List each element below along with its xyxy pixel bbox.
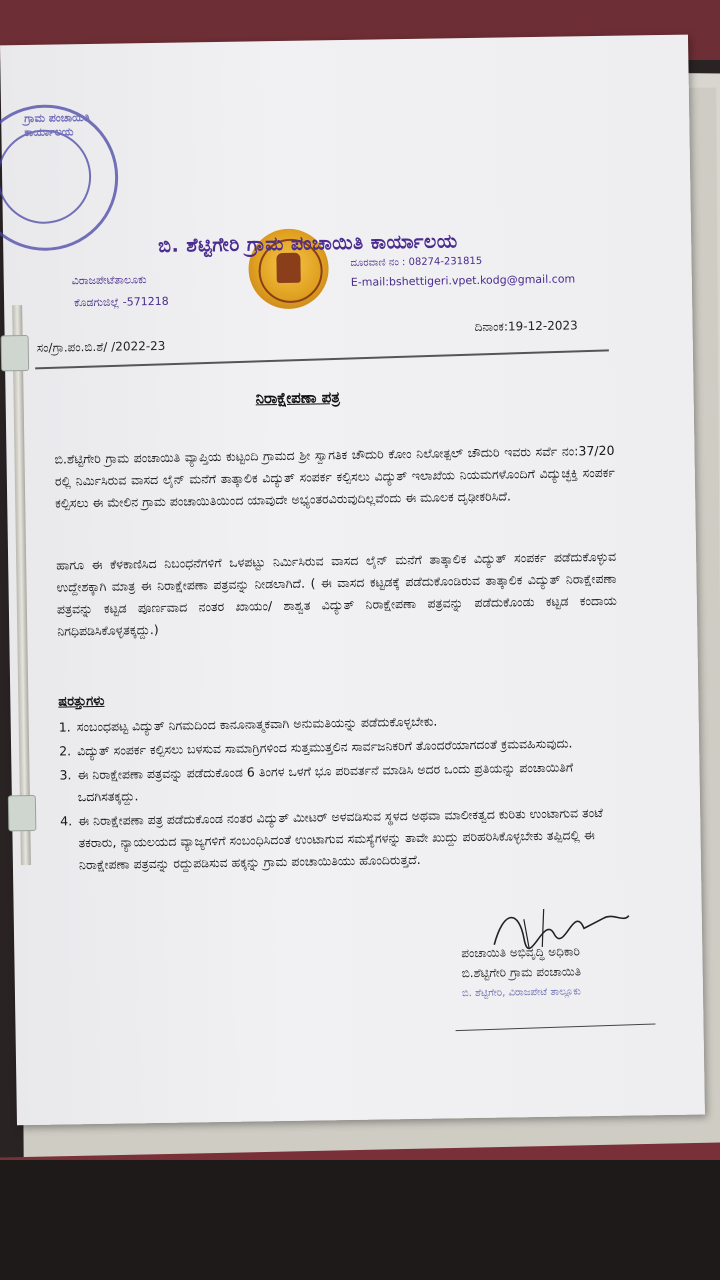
condition-number: 2. bbox=[59, 743, 72, 759]
binder-clip bbox=[8, 795, 37, 831]
condition-number: 1. bbox=[58, 719, 71, 735]
body-paragraph-1: ಬಿ.ಶೆಟ್ಟಿಗೇರಿ ಗ್ರಾಮ ಪಂಚಾಯಿತಿ ವ್ಯಾಪ್ತಿಯ ಕುಟ್ಟಂದಿ ಗ್ರಾಮದ ಶ್ರೀ ಸ್ವಾಗತಿಕ ಚೌದುರಿ ಕೋಂ ನಿಲೋತ್ಪಲ್ ಚೌದುರಿ ಇವರು ಸರ್ವೆ ನಂ:37/20 ರಲ್ಲಿ ನಿರ್ಮಿಸಿರುವ ವಾಸದ ಲೈನ್ ಮನೆಗೆ ತಾತ್ಕಾಲಿಕ ವಿದ್ಯುತ್ ಸಂಪರ್ಕ ಕಲ್ಪಿಸಲು ವಿದ್ಯುತ್ ಇಲಾಖೆಯ ನಿಯಮಗಳೊಂದಿಗೆ ವಿದ್ಯುಚ್ಛಕ್ತಿ ಸಂಪರ್ಕ ಕಲ್ಪಿಸಲು ಈ ಮೇಲಿನ ಗ್ರಾಮ ಪಂಚಾಯಿತಿಯಿಂದ ಯಾವುದೇ ಅಭ್ಯಂತರವಿರುವುದಿಲ್ಲವೆಂದು ಈ ಮೂಲಕ ದೃಢೀಕರಿಸಿದೆ. bbox=[54, 442, 615, 511]
condition-text: ಈ ನಿರಾಕ್ಷೇಪಣಾ ಪತ್ರ ಪಡೆದುಕೊಂಡ ನಂತರ ವಿದ್ಯುತ್ ಮೀಟರ್ ಅಳವಡಿಸುವ ಸ್ಥಳದ ಅಥವಾ ಮಾಲೀಕತ್ವದ ಕುರಿತು ಉಂಟಾಗುವ ತಂಟೆ ತಕರಾರು, ನ್ಯಾಯಲಯದ ವ್ಯಾಜ್ಯಗಳಿಗೆ ಸಂಬಂಧಿಸಿದಂತೆ ಉಂಟಾಗುವ ಸಮಸ್ಯೆಗಳನ್ನು ತಾವೇ ಖುದ್ದು ಪರಿಹರಿಸಿಕೊಳ್ಳಬೇಕು ತಪ್ಪಿದಲ್ಲಿ ಈ ನಿರಾಕ್ಷೇಪಣಾ ಪತ್ರವನ್ನು ರದ್ದುಪಡಿಸುವ ಹಕ್ಕನ್ನು ಗ್ರಾಮ ಪಂಚಾಯಿತಿಯು ಹೊಂದಿರುತ್ತದೆ. bbox=[78, 805, 603, 873]
signatory-stamp-line: ಬಿ. ಶೆಟ್ಟಿಗೇರಿ, ವಿರಾಜಪೇಟೆ ತಾಲ್ಲೂಕು bbox=[461, 986, 581, 1000]
body-paragraph-2: ಹಾಗೂ ಈ ಕೆಳಕಾಣಿಸಿದ ನಿಬಂಧನೆಗಳಿಗೆ ಒಳಪಟ್ಟು ನಿರ್ಮಿಸಿರುವ ವಾಸದ ಲೈನ್ ಮನೆಗೆ ತಾತ್ಕಾಲಿಕ ವಿದ್ಯುತ್ ಸಂಪರ್ಕ ಪಡೆದುಕೊಳ್ಳುವ ಉದ್ದೇಶಕ್ಕಾಗಿ ಮಾತ್ರ ಈ ನಿರಾಕ್ಷೇಪಣಾ ಪತ್ರವನ್ನು ನೀಡಲಾಗಿದೆ. ( ಈ ವಾಸದ ಕಟ್ಟಡಕ್ಕೆ ಪಡೆದುಕೊಂಡಿರುವ ತಾತ್ಕಾಲಿಕ ವಿದ್ಯುತ್ ನಿರಾಕ್ಷೇಪಣಾ ಪತ್ರವನ್ನು ಕಟ್ಟಡ ಪೂರ್ಣವಾದ ನಂತರ ಖಾಯಂ/ ಶಾಶ್ವತ ವಿದ್ಯುತ್ ನಿರಾಕ್ಷೇಪಣಾ ಪತ್ರವನ್ನು ಪಡೆದುಕೊಂಡು ಕಟ್ಟಡ ಕಂದಾಯ ನಿಗಧಿಪಡಿಸಿಕೊಳ್ಳತಕ್ಕದ್ದು.) bbox=[56, 548, 617, 639]
conditions-list bbox=[59, 708, 631, 879]
document-title: ನಿರಾಕ್ಷೇಪಣಾ ಪತ್ರ bbox=[255, 388, 340, 408]
conditions-heading: ಷರತ್ತುಗಳು bbox=[58, 693, 105, 710]
signatory-designation: ಪಂಚಾಯಿತಿ ಅಭಿವೃದ್ಧಿ ಅಧಿಕಾರಿ bbox=[461, 944, 580, 961]
reference-number: ಸಂ/ಗ್ರಾ.ಪಂ.ಬಿ.ಶೆ/ /2022-23 bbox=[36, 338, 166, 355]
background-bottom bbox=[0, 1160, 720, 1280]
condition-number: 4. bbox=[60, 813, 73, 829]
condition-item bbox=[60, 802, 631, 877]
office-seal-stamp bbox=[0, 104, 119, 252]
binder-clip bbox=[1, 335, 30, 371]
office-title: ಬಿ. ಶೆಟ್ಟಿಗೇರಿ ಗ್ರಾಮ ಪಂಚಾಯಿತಿ ಕಾರ್ಯಾಲಯ bbox=[158, 230, 458, 257]
signatory-office: ಬಿ.ಶೆಟ್ಟಿಗೇರಿ ಗ್ರಾಮ ಪಂಚಾಯಿತಿ bbox=[461, 964, 582, 981]
condition-number: 3. bbox=[59, 767, 72, 783]
address-district-pin: ಕೊಡಗುಜಿಲ್ಲೆ -571218 bbox=[73, 294, 169, 310]
office-email: E-mail:bshettigeri.vpet.kodg@gmail.com bbox=[350, 272, 576, 289]
letter-date: ದಿನಾಂಕ:19-12-2023 bbox=[474, 318, 578, 334]
office-phone: ದೂರವಾಣಿ ನಂ : 08274-231815 bbox=[350, 255, 483, 269]
address-taluk: ವಿರಾಜಪೇಟೆತಾಲೂಕು bbox=[71, 273, 147, 288]
binder-strip bbox=[12, 305, 31, 865]
seal-text: ಗ್ರಾಮ ಪಂಚಾಯಿತಿ ಕಾರ್ಯಾಲಯ bbox=[24, 111, 90, 140]
condition-text: ವಿದ್ಯುತ್ ಸಂಪರ್ಕ ಕಲ್ಪಿಸಲು ಬಳಸುವ ಸಾಮಾಗ್ರಿಗಳಿಂದ ಸುತ್ತಮುತ್ತಲಿನ ಸಾರ್ವಜನಿಕರಿಗೆ ತೊಂದರೆಯಾಗದಂತೆ ಕ್ರಮವಹಿಸುವುದು. bbox=[77, 735, 573, 759]
condition-text: ಈ ನಿರಾಕ್ಷೇಪಣಾ ಪತ್ರವನ್ನು ಪಡೆದುಕೊಂಡ 6 ತಿಂಗಳ ಒಳಗೆ ಭೂ ಪರಿವರ್ತನೆ ಮಾಡಿಸಿ ಅದರ ಒಂದು ಪ್ರತಿಯನ್ನು ಪಂಚಾಯಿತಿಗೆ ಒದಗಿಸತಕ್ಕದ್ದು. bbox=[77, 759, 574, 805]
signature-underline bbox=[456, 1023, 656, 1031]
condition-item bbox=[59, 756, 630, 809]
letter-page bbox=[0, 35, 705, 1126]
condition-text: ಸಂಬಂಧಪಟ್ಟ ವಿದ್ಯುತ್ ನಿಗಮದಿಂದ ಕಾನೂನಾತ್ಮಕವಾಗಿ ಅನುಮತಿಯನ್ನು ಪಡೆದುಕೊಳ್ಳಬೇಕು. bbox=[76, 713, 438, 735]
